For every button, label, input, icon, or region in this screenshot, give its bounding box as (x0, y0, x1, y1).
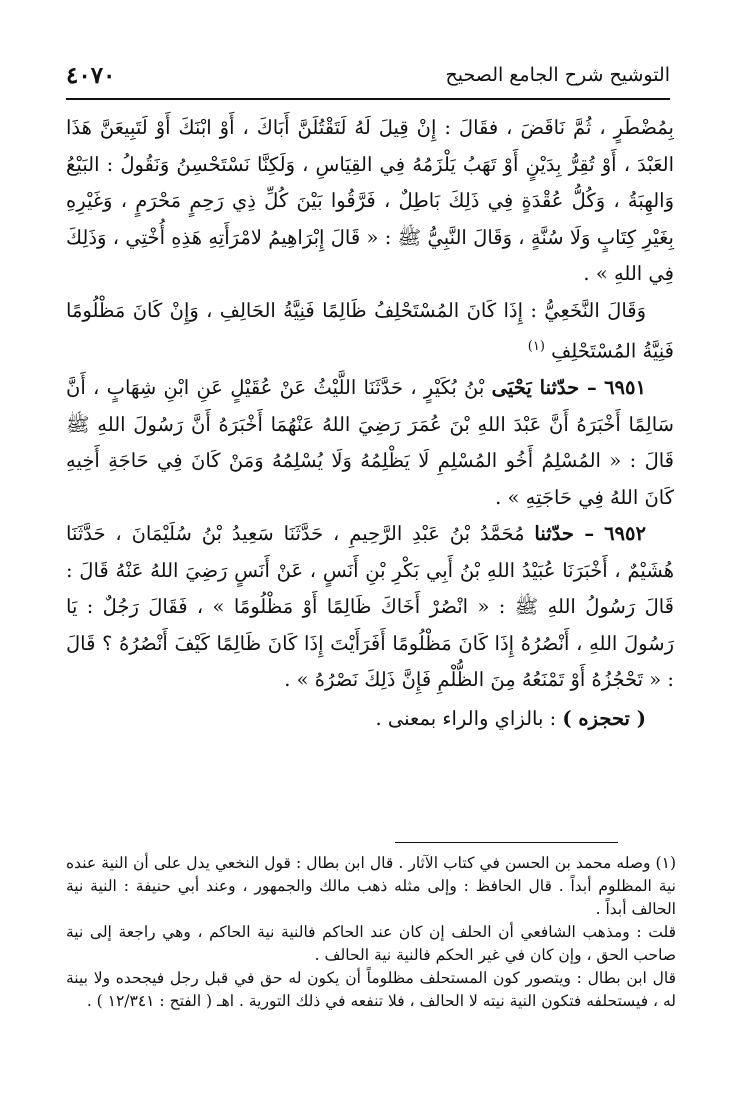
nakhai-paragraph (66, 293, 674, 371)
hadith-number: ٦٩٥١ (604, 376, 646, 399)
commentary-text: بِمُضْطَرٍ ، ثُمَّ نَاقَضَ ، فقَالَ : إِنْ قِيلَ لَهُ لَتَقْتُلَنَّ أَبَاكَ ، أَوْ ابْنَكَ أَوْ لَتَبِيعَنَّ هَذَا العَبْدَ ، أَوْ تُقِرُّ بِدَيْنٍ أَوْ تَهَبُ يَلْزَمُهُ فِي القِيَاسِ ، وَلَكِنَّا نَسْتَحْسِنُ وَنَقُولُ : البَيْعُ وَالهِبَةُ ، وَكُلُّ عُقْدَةٍ فِي ذَلِكَ بَاطِلٌ ، فَرَّقُوا بَيْنَ كُلِّ ذِي رَحِمٍ مَحْرَمٍ ، وَغَيْرِهِ بِغَيْرِ كِتَابٍ وَلَا سُنَّةٍ ، وَقَالَ النَّبِيُّ ﷺ : « قَالَ إِبْرَاهِيمُ لامْرَأَتِهِ هَذِهِ أُخْتِي ، وَذَلِكَ فِي اللهِ » . (66, 116, 674, 285)
gloss-term: ( تحجزه ) (562, 706, 646, 730)
page-header (66, 62, 670, 94)
hadith-text: بْنُ بُكَيْرٍ ، حَدَّثَنَا اللَّيْثُ عَنْ عُقَيْلٍ عَنِ ابْنِ شِهَابٍ ، أَنَّ سَالِمًا أَخْبَرَهُ أَنَّ عَبْدَ اللهِ بْنَ عُمَرَ رَضِيَ اللهُ عَنْهُمَا أَخْبَرَهُ أَنَّ رَسُولَ اللهِ ﷺ قَالَ : « المُسْلِمُ أَخُو المُسْلِمِ لَا يَظْلِمُهُ وَلَا يُسْلِمُهُ وَمَنْ كَانَ فِي حَاجَةِ أَخِيهِ كَانَ اللهُ فِي حَاجَتِهِ » . (66, 376, 674, 509)
gloss-text: : بالزاي والراء بمعنى . (375, 706, 557, 730)
footnotes (66, 852, 676, 1013)
hadith-lead: – حدّثنا يَحْيَى (491, 376, 597, 399)
commentary-paragraph (66, 110, 674, 293)
hadith-6952 (66, 516, 674, 699)
nakhai-text: وَقَالَ النَّخَعِيُّ : إِذَا كَانَ المُسْتَحْلِفُ ظَالِمًا فَنِيَّةُ الحَالِفِ ، وَإِنْ كَانَ مَظْلُومًا فَنِيَّةُ المُسْتَحْلِفِ (66, 298, 674, 363)
footnote-divider (395, 842, 618, 843)
footnote-1-continued-2: قال ابن بطال : ويتصور كون المستحلف مظلوماً أن يكون له حق في قبل رجل فيجحده ولا بينة له ، فيستحلفه فتكون النية نيته لا الحالف ، فلا تنفعه في ذلك التورية . اهـ ( الفتح : ١٢/٣٤١ ) . (66, 969, 676, 1010)
gloss-line (66, 701, 674, 738)
main-text (66, 110, 674, 737)
running-title: التوشيح شرح الجامع الصحيح (445, 64, 670, 86)
footnote-reference: (١) (527, 339, 545, 354)
hadith-number: ٦٩٥٢ (604, 522, 646, 545)
page-number: ٤٠٧٠ (66, 62, 116, 89)
footnote-1: (١) وصله محمد بن الحسن في كتاب الآثار . قال ابن بطال : قول النخعي يدل على أن النية عنده نية المظلوم أبداً . قال الحافظ : وإلى مثله ذهب مالك والجمهور ، وعند أبي حنيفة : النية نية الحالف أبداً . (66, 854, 676, 918)
header-divider (66, 98, 670, 100)
hadith-text: مُحَمَّدُ بْنُ عَبْدِ الرَّحِيمِ ، حَدَّثَنَا سَعِيدُ بْنُ سُلَيْمَانَ ، حَدَّثَنَا هُشَيْمٌ ، أَخْبَرَنَا عُبَيْدُ اللهِ بْنُ أَبِي بَكْرِ بْنِ أَنَسٍ ، عَنْ أَنَسٍ رَضِيَ اللهُ عَنْهُ قَالَ : قَالَ رَسُولُ اللهِ ﷺ : « انْصُرْ أَخَاكَ ظَالِمًا أَوْ مَظْلُومًا » ، فَقَالَ رَجُلٌ : يَا رَسُولَ اللهِ ، أَنْصُرُهُ إِذَا كَانَ مَظْلُومًا أَفَرَأَيْتَ إِذَا كَانَ ظَالِمًا كَيْفَ أَنْصُرُهُ ؟ قَالَ : « تَحْجُزُهُ أَوْ تَمْنَعُهُ مِنَ الظُّلْمِ فَإِنَّ ذَلِكَ نَصْرُهُ » . (66, 522, 674, 691)
hadith-lead: – حدّثنا (534, 522, 595, 545)
hadith-6951 (66, 370, 674, 516)
footnote-1-continued: قلت : ومذهب الشافعي أن الحلف إن كان عند الحاكم فالنية نية الحاكم ، وهي راجعة إلى نية صاحب الحق ، وإن كان في غير الحكم فالنية نية الحالف . (66, 923, 676, 964)
